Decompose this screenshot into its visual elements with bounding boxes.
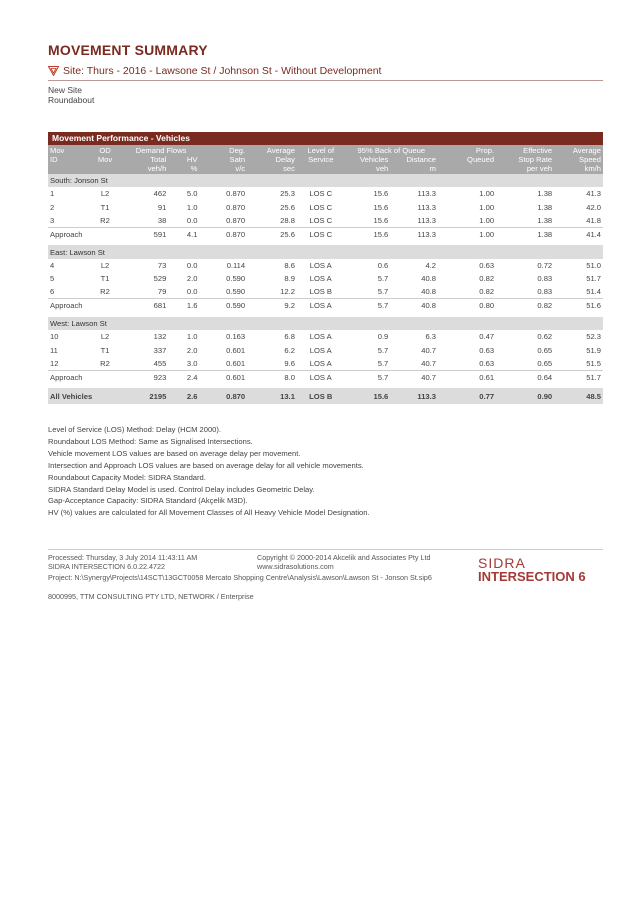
table-cell: 40.7 xyxy=(421,345,436,355)
table-cell: R2 xyxy=(100,287,110,297)
table-cell: 113.3 xyxy=(417,189,436,199)
table-cell: 40.8 xyxy=(390,299,438,312)
col-header: Level of xyxy=(297,145,345,155)
col-header: Effective xyxy=(496,145,554,155)
sidra-logo xyxy=(478,556,586,584)
table-cell: 4 xyxy=(50,260,55,270)
table-cell: 0.601 xyxy=(199,370,247,383)
col-header: Demand Flows xyxy=(123,145,200,155)
table-cell: L2 xyxy=(100,189,110,199)
table-cell: 25.3 xyxy=(280,189,295,199)
table-cell: 10 xyxy=(50,332,59,342)
table-cell: 1.00 xyxy=(479,215,495,225)
table-cell: 0.65 xyxy=(537,358,553,368)
header-row-3 xyxy=(48,164,603,174)
table-cell: 1.0 xyxy=(186,332,198,342)
section-row xyxy=(48,245,603,258)
table-cell: 0.6 xyxy=(377,260,389,270)
website: www.sidrasolutions.com xyxy=(257,562,334,571)
table-cell: LOS A xyxy=(309,274,332,284)
table-cell: 4.1 xyxy=(168,227,199,240)
table-cell: 5.7 xyxy=(377,287,389,297)
table-cell: 2195 xyxy=(123,388,169,404)
table-cell: 51.6 xyxy=(554,299,603,312)
table-cell: 0.590 xyxy=(199,299,247,312)
table-cell: 1.38 xyxy=(496,227,554,240)
note-line: SIDRA Standard Delay Model is used. Control Delay includes Geometric Delay. xyxy=(48,484,315,494)
table-cell: 0.163 xyxy=(226,332,246,342)
header-row-1 xyxy=(48,145,603,155)
table-cell: 8.6 xyxy=(284,260,295,270)
table-cell: 15.6 xyxy=(345,227,391,240)
col-unit: m xyxy=(390,164,438,174)
col-unit: km/h xyxy=(554,164,603,174)
table-cell: 6 xyxy=(50,287,55,297)
approach-row xyxy=(48,299,603,312)
table-cell: 2.0 xyxy=(186,274,198,284)
table-cell: 1.00 xyxy=(438,227,496,240)
all-vehicles-label: All Vehicles xyxy=(48,388,123,404)
col-unit: % xyxy=(168,164,199,174)
table-cell: 113.3 xyxy=(390,227,438,240)
table-cell: 6.2 xyxy=(284,345,295,355)
processed-date: Processed: Thursday, 3 July 2014 11:43:11 AM xyxy=(48,553,198,562)
note-line: Gap-Acceptance Capacity: SIDRA Standard (Akçelik M3D). xyxy=(48,496,248,506)
table-cell: 6.3 xyxy=(425,332,436,342)
table-cell: 1.00 xyxy=(479,202,495,212)
copyright: Copyright © 2000-2014 Akcelik and Associates Pty Ltd xyxy=(257,553,431,562)
note-line: Level of Service (LOS) Method: Delay (HCM 2000). xyxy=(48,425,222,434)
table-cell: 41.8 xyxy=(586,215,601,225)
table-cell: 0.83 xyxy=(537,274,553,284)
table-cell: LOS A xyxy=(309,260,332,270)
section-row xyxy=(48,317,603,330)
movement-table xyxy=(48,145,603,404)
table-cell: 0.61 xyxy=(438,370,496,383)
table-cell: 6.8 xyxy=(284,332,295,342)
table-row xyxy=(48,344,603,357)
table-cell: T1 xyxy=(100,274,110,284)
table-cell: 40.7 xyxy=(421,358,436,368)
table-cell: 0.114 xyxy=(226,260,246,270)
approach-label: Approach xyxy=(48,299,123,312)
table-cell: 4.2 xyxy=(425,260,436,270)
table-cell: 113.3 xyxy=(417,215,436,225)
table-cell: 0.90 xyxy=(496,388,554,404)
table-cell: 529 xyxy=(153,274,167,284)
table-cell: 48.5 xyxy=(554,388,603,404)
col-header: Queued xyxy=(438,155,496,164)
site-title: Site: Thurs - 2016 - Lawsone St / Johnson St - Without Development xyxy=(63,65,382,77)
table-cell: 2 xyxy=(50,202,55,212)
table-cell: 0.63 xyxy=(479,260,495,270)
table-cell: LOS B xyxy=(309,287,332,297)
table-cell: T1 xyxy=(100,345,110,355)
col-header: Prop. xyxy=(438,145,496,155)
table-cell: 0.870 xyxy=(199,227,247,240)
table-cell: 51.7 xyxy=(586,274,601,284)
table-title: Movement Performance - Vehicles xyxy=(48,132,603,145)
table-cell: R2 xyxy=(100,358,110,368)
table-cell: LOS B xyxy=(297,388,345,404)
table-cell: 337 xyxy=(153,345,167,355)
note-line: HV (%) values are calculated for All Movement Classes of All Heavy Vehicle Model Designation. xyxy=(48,508,370,518)
table-cell: 41.4 xyxy=(554,227,603,240)
table-row xyxy=(48,214,603,227)
table-cell: 923 xyxy=(123,370,169,383)
site-divider xyxy=(48,80,603,81)
license: 8000995, TTM CONSULTING PTY LTD, NETWORK / Enterprise xyxy=(48,592,254,601)
col-header: Total xyxy=(123,155,169,164)
table-cell: LOS C xyxy=(297,227,345,240)
table-cell: LOS A xyxy=(309,332,332,342)
approach-row xyxy=(48,227,603,240)
col-unit: veh xyxy=(345,164,391,174)
col-header: Mov xyxy=(87,155,122,164)
table-cell: 3.0 xyxy=(186,358,198,368)
table-cell: 113.3 xyxy=(417,202,436,212)
table-cell: LOS C xyxy=(309,215,333,225)
table-row xyxy=(48,330,603,343)
header-row-2 xyxy=(48,155,603,164)
table-cell: 3 xyxy=(50,215,55,225)
logo-line2: INTERSECTION 6 xyxy=(478,569,586,584)
footer-divider xyxy=(48,549,603,550)
table-cell: 0.9 xyxy=(377,332,389,342)
table-cell: 5 xyxy=(50,274,55,284)
table-cell: 0.64 xyxy=(496,370,554,383)
table-cell: 132 xyxy=(153,332,167,342)
table-cell: 15.6 xyxy=(373,202,389,212)
table-cell: T1 xyxy=(100,202,110,212)
col-header: ID xyxy=(48,155,87,164)
col-header: Vehicles xyxy=(345,155,391,164)
table-cell: 681 xyxy=(123,299,169,312)
col-header: OD xyxy=(87,145,122,155)
col-header: Satn xyxy=(199,155,247,164)
col-header: Average xyxy=(554,145,603,155)
table-cell: 40.8 xyxy=(421,274,436,284)
table-cell: 51.5 xyxy=(586,358,601,368)
table-cell: 0.63 xyxy=(479,345,495,355)
table-cell: 9.2 xyxy=(247,299,297,312)
col-header: HV xyxy=(168,155,199,164)
col-unit: v/c xyxy=(199,164,247,174)
table-cell: 1.38 xyxy=(537,189,553,199)
table-body xyxy=(48,174,603,404)
table-cell: 42.0 xyxy=(586,202,601,212)
table-cell: 5.7 xyxy=(377,358,389,368)
table-row xyxy=(48,357,603,370)
table-row xyxy=(48,272,603,285)
col-header: Distance xyxy=(390,155,438,164)
table-cell: 0.82 xyxy=(479,287,495,297)
table-cell: LOS A xyxy=(297,299,345,312)
sidra-triangle-icon xyxy=(48,66,59,76)
col-header: Stop Rate xyxy=(496,155,554,164)
table-cell: 0.72 xyxy=(537,260,553,270)
table-cell: 0.0 xyxy=(186,215,198,225)
table-cell: 455 xyxy=(153,358,167,368)
table-cell: 0.0 xyxy=(186,287,198,297)
table-cell: 40.8 xyxy=(421,287,436,297)
table-cell: 5.7 xyxy=(377,345,389,355)
table-cell: 79 xyxy=(157,287,167,297)
table-cell: 25.6 xyxy=(247,227,297,240)
project-path: Project: N:\Synergy\Projects\14SCT\13GCT0058 Mercato Shopping Centre\Analysis\Lawson\Lawson St - Jonson St.sip6 xyxy=(48,573,432,582)
table-cell: 8.0 xyxy=(247,370,297,383)
table-cell: 41.3 xyxy=(586,189,601,199)
table-cell: 51.0 xyxy=(586,260,601,270)
table-cell: 51.9 xyxy=(586,345,601,355)
section-name: East: Lawson St xyxy=(48,245,603,258)
table-cell: 0.65 xyxy=(537,345,553,355)
table-cell: 0.870 xyxy=(226,189,246,199)
table-row xyxy=(48,201,603,214)
table-cell: 0.601 xyxy=(226,358,246,368)
table-cell: 5.7 xyxy=(345,370,391,383)
table-cell: LOS A xyxy=(309,345,332,355)
software-version: SIDRA INTERSECTION 6.0.22.4722 xyxy=(48,562,166,571)
table-cell: R2 xyxy=(100,215,110,225)
site-line xyxy=(48,65,381,77)
table-cell: 0.590 xyxy=(226,274,246,284)
movement-performance-table xyxy=(48,132,603,404)
approach-label: Approach xyxy=(48,227,123,240)
col-header: Average xyxy=(247,145,297,155)
table-cell: 1.0 xyxy=(186,202,198,212)
table-cell: 28.8 xyxy=(280,215,295,225)
table-cell: 1.38 xyxy=(537,215,553,225)
table-cell: 0.77 xyxy=(438,388,496,404)
approach-label: Approach xyxy=(48,370,123,383)
note-line: Intersection and Approach LOS values are based on average delay for all vehicle movements. xyxy=(48,460,364,470)
table-cell: LOS C xyxy=(309,202,333,212)
table-cell: 0.80 xyxy=(438,299,496,312)
col-header: Deg. xyxy=(199,145,247,155)
table-cell: 15.6 xyxy=(373,215,389,225)
note-line: Roundabout LOS Method: Same as Signalised Intersections. xyxy=(48,436,253,446)
table-cell: LOS A xyxy=(297,370,345,383)
table-cell: 1 xyxy=(50,189,55,199)
table-cell: 0.82 xyxy=(496,299,554,312)
table-cell: 5.7 xyxy=(377,274,389,284)
table-cell: 462 xyxy=(153,189,167,199)
table-cell: 5.0 xyxy=(186,189,198,199)
table-cell: 15.6 xyxy=(373,189,389,199)
notes-block xyxy=(48,424,370,519)
table-cell: 25.6 xyxy=(280,202,295,212)
table-cell: 1.00 xyxy=(479,189,495,199)
col-header: Service xyxy=(297,155,345,164)
table-cell: L2 xyxy=(100,260,110,270)
table-cell: 40.7 xyxy=(390,370,438,383)
logo-line1: SIDRA xyxy=(478,555,526,571)
table-cell: 0.63 xyxy=(479,358,495,368)
site-kind: Roundabout xyxy=(48,95,95,105)
table-cell: 1.38 xyxy=(537,202,553,212)
table-cell: LOS C xyxy=(309,189,333,199)
col-unit: per veh xyxy=(496,164,554,174)
all-vehicles-row xyxy=(48,388,603,404)
col-unit: veh/h xyxy=(123,164,169,174)
table-cell: 52.3 xyxy=(586,332,601,342)
table-cell: 0.83 xyxy=(537,287,553,297)
table-cell: 0.590 xyxy=(226,287,246,297)
section-name: South: Jonson St xyxy=(48,174,603,187)
approach-row xyxy=(48,370,603,383)
table-row xyxy=(48,187,603,200)
table-cell: 2.0 xyxy=(186,345,198,355)
table-row xyxy=(48,285,603,298)
col-header: Mov xyxy=(48,145,87,155)
col-header: Delay xyxy=(247,155,297,164)
table-cell: 0.601 xyxy=(226,345,246,355)
site-type: New Site xyxy=(48,85,83,95)
table-cell: 2.4 xyxy=(168,370,199,383)
table-cell: 0.82 xyxy=(479,274,495,284)
table-cell: 51.7 xyxy=(554,370,603,383)
table-cell: 91 xyxy=(157,202,167,212)
table-cell: 1.6 xyxy=(168,299,199,312)
note-line: Roundabout Capacity Model: SIDRA Standard. xyxy=(48,472,206,482)
table-cell: 591 xyxy=(123,227,169,240)
table-cell: 51.4 xyxy=(586,287,601,297)
table-cell: 0.870 xyxy=(199,388,247,404)
table-cell: 12 xyxy=(50,358,59,368)
table-row xyxy=(48,259,603,272)
section-name: West: Lawson St xyxy=(48,317,603,330)
table-cell: 0.0 xyxy=(186,260,198,270)
table-cell: 0.62 xyxy=(537,332,553,342)
table-cell: 73 xyxy=(157,260,167,270)
table-cell: 0.870 xyxy=(226,215,246,225)
table-cell: LOS A xyxy=(309,358,332,368)
table-cell: 113.3 xyxy=(390,388,438,404)
col-unit: sec xyxy=(247,164,297,174)
table-cell: 15.6 xyxy=(345,388,391,404)
page-title: MOVEMENT SUMMARY xyxy=(48,42,208,58)
table-cell: L2 xyxy=(100,332,110,342)
note-line: Vehicle movement LOS values are based on average delay per movement. xyxy=(48,448,301,458)
table-cell: 13.1 xyxy=(247,388,297,404)
table-cell: 0.47 xyxy=(479,332,495,342)
table-cell: 9.6 xyxy=(284,358,295,368)
table-cell: 0.870 xyxy=(226,202,246,212)
table-cell: 5.7 xyxy=(345,299,391,312)
table-cell: 8.9 xyxy=(284,274,295,284)
table-cell: 11 xyxy=(50,345,58,355)
table-cell: 38 xyxy=(157,215,167,225)
table-cell: 12.2 xyxy=(280,287,295,297)
table-cell: 2.6 xyxy=(168,388,199,404)
col-header: 95% Back of Queue xyxy=(345,145,438,155)
col-header: Speed xyxy=(554,155,603,164)
section-row xyxy=(48,174,603,187)
